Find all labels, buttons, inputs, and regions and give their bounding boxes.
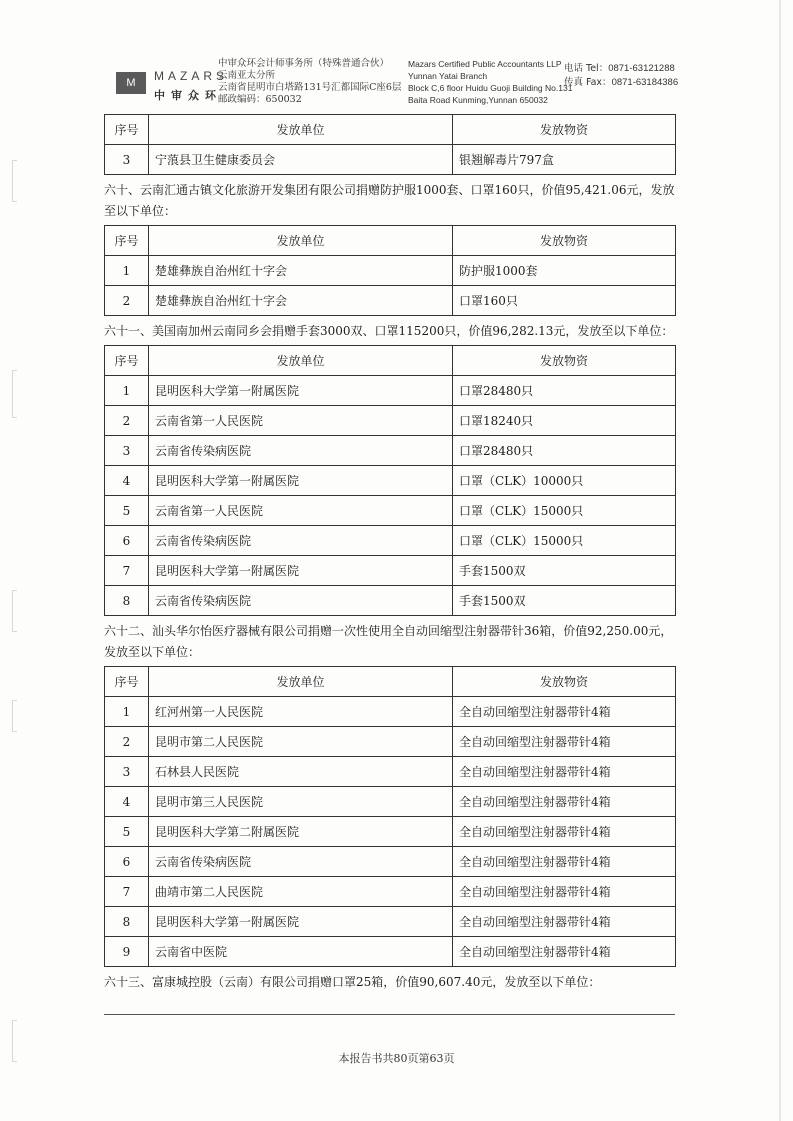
row-number: 3 bbox=[105, 757, 149, 787]
row-number: 5 bbox=[105, 817, 149, 847]
scan-margin-mark bbox=[12, 160, 17, 202]
table-row bbox=[105, 286, 676, 316]
report-body bbox=[104, 114, 675, 996]
table-header-row bbox=[105, 667, 676, 697]
row-number: 7 bbox=[105, 556, 149, 586]
table-row bbox=[105, 937, 676, 967]
row-item: 银翘解毒片797盒 bbox=[453, 145, 676, 175]
table-section61 bbox=[104, 345, 676, 616]
row-unit: 红河州第一人民医院 bbox=[149, 697, 453, 727]
firm-name-en: Mazars Certified Public Accountants LLP bbox=[408, 59, 562, 69]
row-item: 全自动回缩型注射器带针4箱 bbox=[453, 727, 676, 757]
row-unit: 云南省传染病医院 bbox=[149, 436, 453, 466]
row-item: 口罩28480只 bbox=[453, 376, 676, 406]
row-item: 全自动回缩型注射器带针4箱 bbox=[453, 877, 676, 907]
table-section59 bbox=[104, 114, 676, 175]
row-item: 口罩160只 bbox=[453, 286, 676, 316]
header-item: 发放物资 bbox=[453, 226, 676, 256]
row-unit: 昆明医科大学第一附属医院 bbox=[149, 466, 453, 496]
tel-number: 0871-63121288 bbox=[608, 63, 675, 74]
header-no: 序号 bbox=[105, 115, 149, 145]
table-row bbox=[105, 256, 676, 286]
row-unit: 昆明医科大学第一附属医院 bbox=[149, 376, 453, 406]
table-row bbox=[105, 145, 676, 175]
row-unit: 云南省第一人民医院 bbox=[149, 496, 453, 526]
row-unit: 曲靖市第二人民医院 bbox=[149, 877, 453, 907]
table-row bbox=[105, 757, 676, 787]
address-en-line1: Block C,6 floor Huidu Guoji Building No.131 bbox=[408, 83, 573, 93]
header-unit: 发放单位 bbox=[149, 667, 453, 697]
table-row bbox=[105, 847, 676, 877]
logo-cn: 中审众环 bbox=[154, 89, 222, 102]
table-section60 bbox=[104, 225, 676, 316]
row-item: 全自动回缩型注射器带针4箱 bbox=[453, 757, 676, 787]
row-item: 口罩（CLK）15000只 bbox=[453, 526, 676, 556]
row-item: 手套1500双 bbox=[453, 586, 676, 616]
table-header-row bbox=[105, 346, 676, 376]
section60-text: 六十、云南汇通古镇文化旅游开发集团有限公司捐赠防护服1000套、口罩160只，价值95,421.06元，发放至以下单位： bbox=[104, 183, 675, 218]
section62-text: 六十二、汕头华尔怡医疗器械有限公司捐赠一次性使用全自动回缩型注射器带针36箱，价值92,250.00元，发放至以下单位： bbox=[104, 624, 673, 659]
section61-text: 六十一、美国南加州云南同乡会捐赠手套3000双、口罩115200只，价值96,282.13元，发放至以下单位： bbox=[104, 324, 674, 338]
row-item: 口罩（CLK）15000只 bbox=[453, 496, 676, 526]
fax-label: 传真 Fax： bbox=[564, 77, 612, 88]
scan-edge bbox=[779, 0, 781, 1121]
row-unit: 云南省传染病医院 bbox=[149, 847, 453, 877]
header-item: 发放物资 bbox=[453, 346, 676, 376]
firm-name-cn: 中审众环会计师事务所（特殊普通合伙） bbox=[218, 58, 390, 69]
logo-mark-icon: M bbox=[116, 72, 146, 94]
table-section62 bbox=[104, 666, 676, 967]
table-row bbox=[105, 496, 676, 526]
table-row bbox=[105, 787, 676, 817]
table-row bbox=[105, 406, 676, 436]
fax-number: 0871-63184386 bbox=[611, 77, 679, 88]
row-item: 口罩（CLK）10000只 bbox=[453, 466, 676, 496]
row-item: 手套1500双 bbox=[453, 556, 676, 586]
row-number: 2 bbox=[105, 727, 149, 757]
letterhead-en bbox=[408, 58, 572, 106]
row-unit: 昆明医科大学第一附属医院 bbox=[149, 556, 453, 586]
row-number: 8 bbox=[105, 586, 149, 616]
header-unit: 发放单位 bbox=[149, 226, 453, 256]
table-row bbox=[105, 727, 676, 757]
table-row bbox=[105, 526, 676, 556]
row-unit: 昆明市第三人民医院 bbox=[149, 787, 453, 817]
header-no: 序号 bbox=[105, 346, 149, 376]
postcode-cn: 邮政编码：650032 bbox=[218, 94, 302, 105]
contact-info bbox=[564, 62, 678, 90]
row-number: 4 bbox=[105, 466, 149, 496]
row-number: 1 bbox=[105, 376, 149, 406]
table-row bbox=[105, 466, 676, 496]
table-row bbox=[105, 877, 676, 907]
row-number: 1 bbox=[105, 697, 149, 727]
row-item: 口罩28480只 bbox=[453, 436, 676, 466]
row-item: 全自动回缩型注射器带针4箱 bbox=[453, 937, 676, 967]
header-item: 发放物资 bbox=[453, 115, 676, 145]
table-header-row bbox=[105, 115, 676, 145]
table-row bbox=[105, 817, 676, 847]
table-row bbox=[105, 697, 676, 727]
section63-text: 六十三、富康城控股（云南）有限公司捐赠口罩25箱，价值90,607.40元，发放至以下单位： bbox=[104, 975, 601, 989]
row-number: 6 bbox=[105, 526, 149, 556]
branch-name-cn: 云南亚太分所 bbox=[218, 70, 276, 81]
row-number: 1 bbox=[105, 256, 149, 286]
row-unit: 云南省第一人民医院 bbox=[149, 406, 453, 436]
branch-name-en: Yunnan Yatai Branch bbox=[408, 71, 488, 81]
header-no: 序号 bbox=[105, 667, 149, 697]
row-unit: 石林县人民医院 bbox=[149, 757, 453, 787]
row-item: 全自动回缩型注射器带针4箱 bbox=[453, 847, 676, 877]
row-unit: 云南省传染病医院 bbox=[149, 526, 453, 556]
row-number: 2 bbox=[105, 406, 149, 436]
row-item: 全自动回缩型注射器带针4箱 bbox=[453, 697, 676, 727]
row-unit: 楚雄彝族自治州红十字会 bbox=[149, 286, 453, 316]
table-header-row bbox=[105, 226, 676, 256]
scan-margin-mark bbox=[12, 590, 17, 632]
row-unit: 云南省传染病医院 bbox=[149, 586, 453, 616]
logo-en: MAZARS bbox=[154, 69, 229, 83]
address-en-line2: Baita Road Kunming,Yunnan 650032 bbox=[408, 95, 548, 105]
address-cn: 云南省昆明市白塔路131号汇都国际C座6层 bbox=[218, 82, 402, 93]
header-unit: 发放单位 bbox=[149, 115, 453, 145]
table-row bbox=[105, 556, 676, 586]
header-unit: 发放单位 bbox=[149, 346, 453, 376]
row-item: 口罩18240只 bbox=[453, 406, 676, 436]
row-unit: 昆明医科大学第一附属医院 bbox=[149, 907, 453, 937]
row-item: 全自动回缩型注射器带针4箱 bbox=[453, 907, 676, 937]
footer-rule bbox=[104, 1014, 675, 1015]
row-number: 5 bbox=[105, 496, 149, 526]
row-item: 防护服1000套 bbox=[453, 256, 676, 286]
row-number: 8 bbox=[105, 907, 149, 937]
letterhead bbox=[108, 48, 678, 112]
scan-margin-mark bbox=[12, 700, 17, 732]
tel-label: 电话 Tel： bbox=[564, 63, 609, 74]
page-footer: 本报告书共80页第63页 bbox=[338, 1052, 455, 1065]
row-item: 全自动回缩型注射器带针4箱 bbox=[453, 787, 676, 817]
row-number: 3 bbox=[105, 145, 149, 175]
row-number: 6 bbox=[105, 847, 149, 877]
letterhead-cn bbox=[218, 58, 401, 106]
table-row bbox=[105, 376, 676, 406]
table-row bbox=[105, 907, 676, 937]
row-item: 全自动回缩型注射器带针4箱 bbox=[453, 817, 676, 847]
table-row bbox=[105, 436, 676, 466]
row-number: 3 bbox=[105, 436, 149, 466]
row-number: 2 bbox=[105, 286, 149, 316]
row-number: 4 bbox=[105, 787, 149, 817]
scan-margin-mark bbox=[12, 370, 17, 418]
table-row bbox=[105, 586, 676, 616]
row-unit: 昆明市第二人民医院 bbox=[149, 727, 453, 757]
row-unit: 宁蒗县卫生健康委员会 bbox=[149, 145, 453, 175]
row-unit: 昆明医科大学第二附属医院 bbox=[149, 817, 453, 847]
header-no: 序号 bbox=[105, 226, 149, 256]
row-unit: 楚雄彝族自治州红十字会 bbox=[149, 256, 453, 286]
row-number: 9 bbox=[105, 937, 149, 967]
row-number: 7 bbox=[105, 877, 149, 907]
header-item: 发放物资 bbox=[453, 667, 676, 697]
row-unit: 云南省中医院 bbox=[149, 937, 453, 967]
